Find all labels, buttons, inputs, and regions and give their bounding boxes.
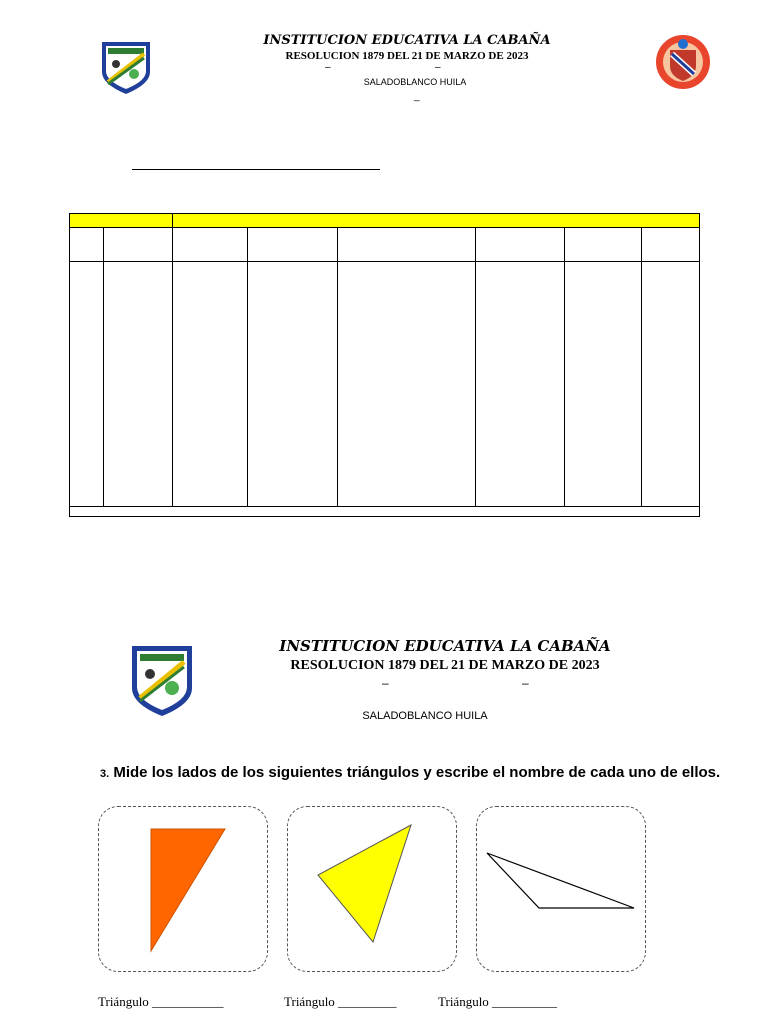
dash-bottom: _: [414, 91, 420, 102]
orange-triangle-shape: [99, 807, 267, 971]
triangle-label-2: Triángulo _________: [284, 994, 397, 1009]
municipal-crest-right: [652, 32, 714, 92]
table-row-column-headers: [70, 228, 700, 262]
yellow-triangle-shape: [288, 807, 456, 971]
table-cell: [173, 228, 248, 262]
school-crest-left: [96, 38, 156, 96]
triangle-card-3: [476, 806, 646, 972]
exercise-question: [100, 764, 720, 781]
table-cell: [565, 228, 642, 262]
triangle-label-3: Triángulo __________: [438, 994, 558, 1009]
table-cell: [70, 228, 104, 262]
table-row-yellow-header: [70, 214, 700, 228]
dash-left-2: –: [382, 676, 389, 690]
table-cell: [338, 228, 476, 262]
resolution-line: RESOLUCION 1879 DEL 21 DE MARZO DE 2023: [285, 50, 529, 62]
school-name-title: INSTITUCION EDUCATIVA LA CABAÑA: [263, 33, 551, 48]
table-cell: [565, 262, 642, 507]
table-cell: [476, 262, 565, 507]
triangle-label-1: Triángulo ___________: [98, 994, 224, 1009]
table-cell: [642, 262, 700, 507]
city-name: SALADOBLANCO HUILA: [363, 77, 467, 87]
school-crest-left-large: [128, 642, 196, 718]
exercise-number: 3.: [100, 768, 110, 780]
table-row-body: [70, 262, 700, 507]
triangle-card-1: [98, 806, 268, 972]
table-cell: [70, 262, 104, 507]
planning-table: [69, 213, 700, 517]
triangle-card-2: [287, 806, 457, 972]
table-cell: [642, 228, 700, 262]
city-name-2: SALADOBLANCO HUILA: [362, 710, 488, 722]
table-cell: [476, 228, 565, 262]
table-cell: [70, 507, 700, 517]
resolution-line-2: RESOLUCION 1879 DEL 21 DE MARZO DE 2023: [290, 658, 600, 673]
school-name-title-2: INSTITUCION EDUCATIVA LA CABAÑA: [279, 637, 611, 655]
dash-left: –: [325, 62, 331, 73]
table-cell: [104, 228, 173, 262]
outline-triangle-shape: [477, 807, 645, 971]
exercise-text: Mide los lados de los siguientes triángulos y escribe el nombre de cada uno de ellos.: [113, 764, 721, 781]
table-cell: [173, 262, 248, 507]
table-cell: [173, 214, 700, 228]
dash-right: –: [435, 62, 441, 73]
name-blank-line: [132, 169, 380, 170]
table-cell: [338, 262, 476, 507]
table-cell: [248, 262, 338, 507]
table-cell: [70, 214, 173, 228]
table-cell: [248, 228, 338, 262]
table-cell: [104, 262, 173, 507]
dash-right-2: –: [522, 676, 529, 690]
table-row-footer: [70, 507, 700, 517]
